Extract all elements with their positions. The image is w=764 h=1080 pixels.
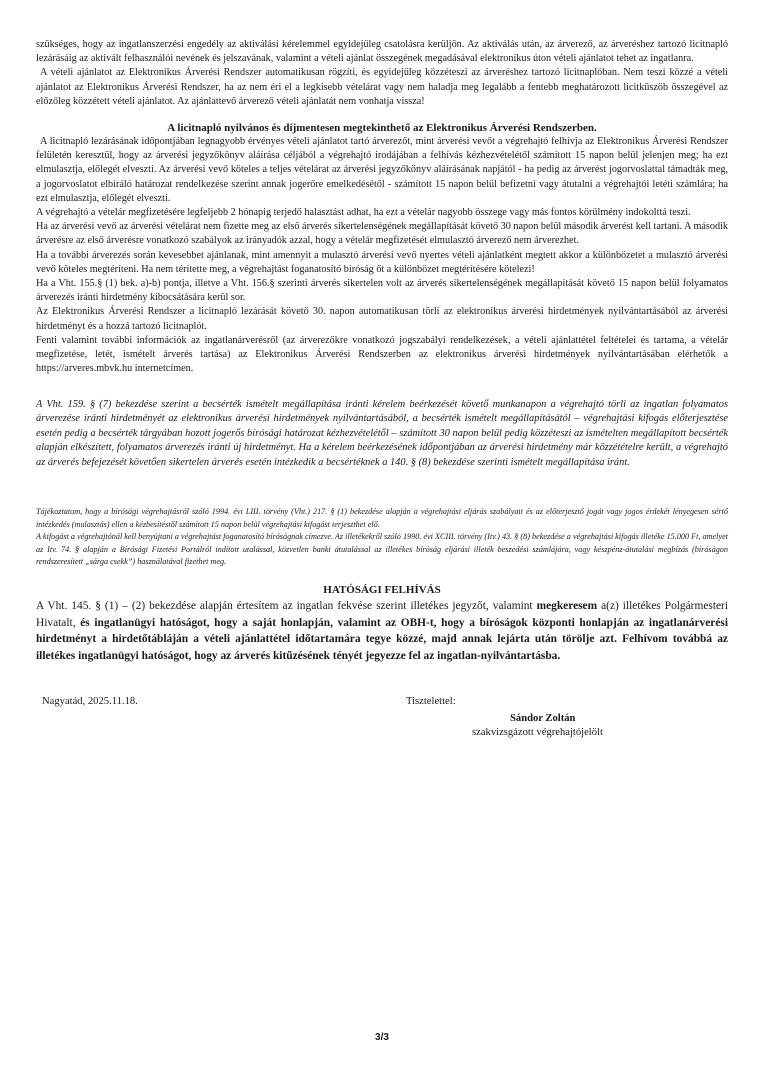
signer-title: szakvizsgázott végrehajtójelölt (472, 727, 603, 738)
paragraph-further-information: Fenti valamint további információk az ingatlanárverésről (az árverezőkre vonatkozó jogszabályi rendelkezések, a vételi ajánlattétel feltételei és tartama, a vételár megfizetése, letét, ismételt árverés tartása) az Elektronikus Árverési Rendszerben az elektronikus árverési hirdetmények nyilvántartásában elérhetők a https://arveres.mbvk.hu internetcímen. (36, 334, 728, 375)
authority-text-intro: A Vht. 145. § (1) – (2) bekezdése alapján értesítem az ingatlan fekvése szerint illetékes jegyzőt, valamint (36, 600, 537, 612)
paragraph-auto-deletion: Az Elektronikus Árverési Rendszer a licitnapló lezárását követő 30. napon automatikusan törli az elektronikus árverési hirdetmények nyilvántartásából az árverési hirdetményt és a hozzá tartozó licitnaplót. (36, 306, 728, 332)
paragraph-activation: szükséges, hogy az ingatlanszerzési engedély az aktiválási kérelemmel egyidejűleg csatolásra kerüljön. Az aktiválás után, az árverező, az árveréshez tartozó licitnapló lezárásáig az aktivált felhasználói nevének és jelszavának, valamint a vételi ajánlat összegének megadásával elektronikus úton vételi ajánlatot tehet az ingatlanra. (36, 39, 728, 65)
italic-valuation-notice: A Vht. 159. § (7) bekezdése szerint a becsérték ismételt megállapítása iránti kérelem beérkezését követő munkanapon a végrehajtó törli az ingatlan folyamatos árverezése iránti hirdetményét az elektronikus árverési hirdetmények nyilvántartásából, a becsérték ismételt megállapításától – végrehajtási kifogás előterjesztése esetén pedig a becsérték tárgyában hozott jogerős bírósági határozat kézhezvételétől – számított 30 napon belül pedig közzéteszi az ismételten megállapított becsérték alapján elkészített, folyamatos árverezés iránti új hirdetményt. Ha a kérelem beérkezésének időpontjában az árverési hirdetmény már közzétételre került, a végrehajtó az árverés befejezését követően sikertelen árverés esetén intézkedik a becsértéknek a 140. § (8) bekezdése szerinti ismételt megállapítása iránt. (36, 399, 728, 468)
paragraph-payment-deferral: A végrehajtó a vételár megfizetésére legfeljebb 2 hónapig terjedő halasztást adhat, ha ezt a vételár nagyobb összege vagy más fontos körülmény indokolttá teszi. (36, 207, 691, 219)
appeal-information (36, 506, 728, 569)
paragraph-second-auction: Ha az árverési vevő az árverési vételárat nem fizette meg az első árverés sikertelenségének megállapítását követő 30 napon belül második árverést kell tartani. A második árverésre az első árverésre vonatkozó szabályok az irányadók azzal, hogy a vételár megfizetését elmulasztó árverező nem árverezhet. (36, 221, 728, 247)
paragraph-buyer-call: A licitnapló lezárásának időpontjában legnagyobb érvényes vételi ajánlatot tartó árverezőt, mint árverési vevőt a végrehajtó felhívja az Elektronikus Árverési Rendszer felületén keresztül, hogy az árverési jegyzőkönyv aláírása céljából a végrehajtó irodájában a felhívás kézhezvételétől számított 15 napon belül jelenjen meg; ha ezt elmulasztja, előlegét elveszti. Az árverési vevő köteles a teljes vételárat az árverési jegyzőkönyv aláírásának napjától - ha pedig az árverést jogorvoslattal támadták meg, a jogorvoslatot elbíráló határozat rendelkezése szerint annak jogerőre emelkedésétől - számított 15 napon belül befizetni vagy átutalni a végrehajtói letéti számlára; ha ezt elmulasztja, előlegét elveszti. (36, 136, 728, 204)
authority-text-instructions: és ingatlanügyi hatóságot, hogy a saját honlapján, valamint az OBH-t, hogy a bíróságok központi honlapján az ingatlanárverési hirdetményt a hirdetőtábláján a vételi ajánlattétel időtartamára tegye közzé, majd annak lejárta után törölje azt. Felhívom továbbá az illetékes ingatlanügyi hatóságot, hogy az árverés kitűzésének tényét jegyezze fel az ingatlan-nyilvántartásba. (36, 616, 728, 662)
page-number: 3/3 (375, 1032, 389, 1043)
authority-text-office: a(z) illetékes Polgármesteri Hivatalt, (36, 600, 728, 629)
paragraph-appeal-right: Tájékoztatom, hogy a bírósági végrehajtásról szóló 1994. évi LIII. törvény (Vht.) 217. § (1) bekezdése alapján a végrehajtási eljárás szabályait és az előterjesztő jogát vagy jogos érdekét lényegesen sértő intézkedés (mulasztás) ellen a kézbesítéstől számított 15 napon belül végrehajtási kifogást terjeszthet elő. (36, 507, 728, 529)
closing-greeting: Tisztelettel: (406, 696, 456, 707)
heading-licitnaplo: A licitnapló nyilvános és díjmentesen megtekinthető az Elektronikus Árverési Rendszerben. (167, 122, 597, 134)
section-buyer-obligations (36, 135, 728, 376)
paragraph-bid-recording: A vételi ajánlatot az Elektronikus Árverési Rendszer automatikusan rögzíti, és egyidejűleg közzéteszi az árveréshez tartozó licitnaplóban. Nem teszi közzé a vételi ajánlatot az Elektronikus Árverési Rendszer, ha az nem éri el a legkisebb vételárat vagy nem haladja meg legalább a fentebb meghatározott licitküszöb összegével az előzőleg közzétett vételi ajánlatot. Az ajánlattevő árverező vételi ajánlatát nem vonhatja vissza! (36, 67, 728, 107)
place-date: Nagyatád, 2025.11.18. (42, 696, 138, 707)
section-online-bidding (36, 38, 728, 109)
paragraph-continuous-auction: Ha a Vht. 155.§ (1) bek. a)-b) pontja, illetve a Vht. 156.§ szerinti árverés sikertelen volt az árverés sikertelenségének megállapítását követő 15 napon belül folyamatos árverezés iránti hirdetmény kibocsátására kerül sor. (36, 278, 728, 304)
paragraph-appeal-fee: A kifogást a végrehajtónál kell benyújtani a végrehajtást foganatosító bíróságnak címezve. Az illetékekről szóló 1990. évi XCIII. törvény (Itv.) 43. § (8) bekezdése a végrehajtási kifogás illetéke 15.000 Ft, amelyet az Itv. 74. § alapján a Bírósági Fizetési Portálról indított utalással, közvetlen banki átutalással az illetékes bíróság eljárási illeték beszedési számlájára, vagy készpénz-átutalási megbízás (bíróságon rendszeresített „sárga csekk”) használatával fizethet meg. (36, 532, 728, 567)
authority-text-request-word: megkeresem (536, 600, 598, 612)
authority-request (36, 598, 728, 664)
heading-hatosagi-felhivas: HATÓSÁGI FELHÍVÁS (323, 584, 441, 596)
signer-name: Sándor Zoltán (510, 713, 576, 724)
paragraph-difference-compensation: Ha a további árverezés során kevesebbet ajánlanak, mint amennyit a mulasztó árverési vevő nyertes vételi ajánlatként megtett akkor a különbözetet a mulasztó árverési vevő köteles megtéríteni. Ha nem térítette meg, a végrehajtást foganatosító bíróság őt a különbözet megtérítésére kötelezi! (36, 249, 728, 275)
